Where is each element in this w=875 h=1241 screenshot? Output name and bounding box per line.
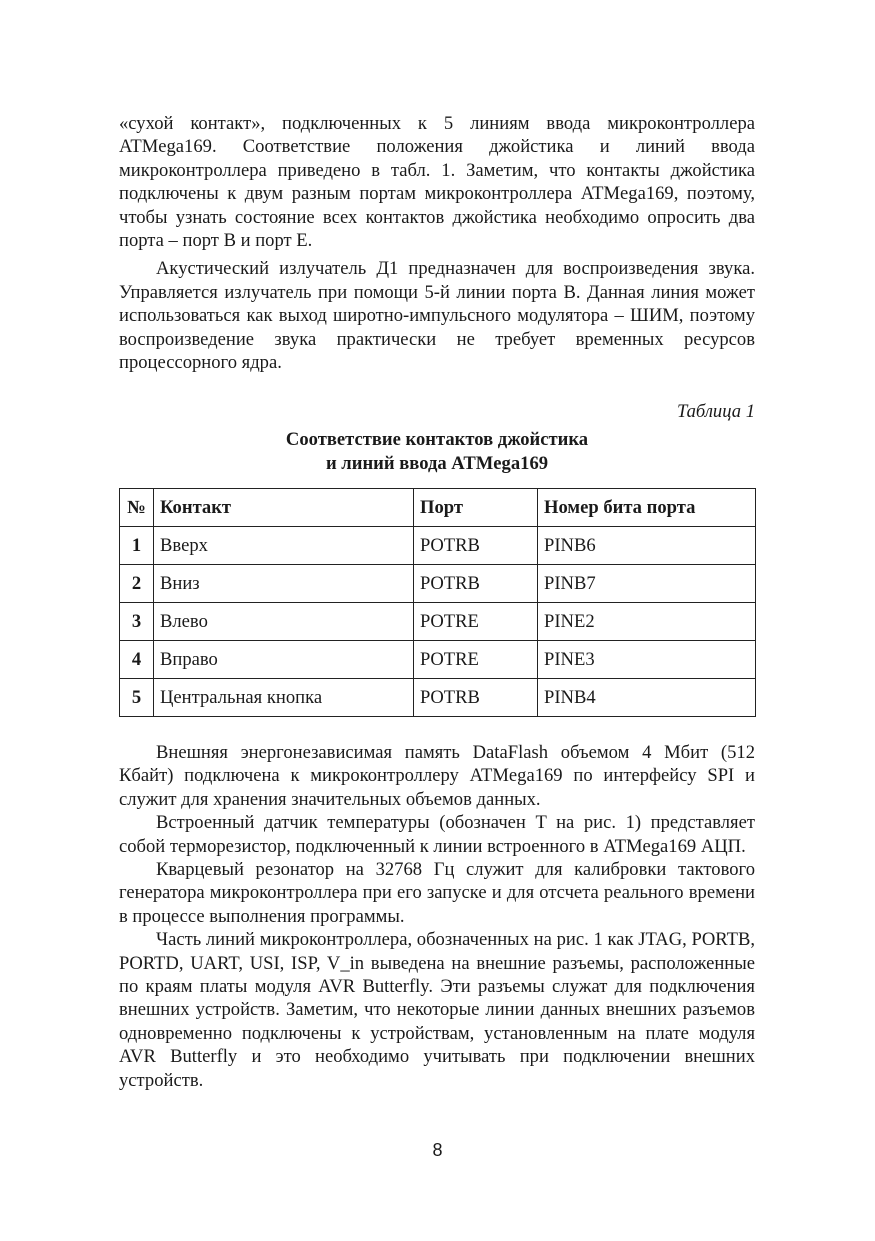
table-title [119, 428, 755, 476]
cell-contact: Центральная кнопка [154, 678, 414, 716]
cell-number: 5 [120, 678, 154, 716]
cell-contact: Вправо [154, 640, 414, 678]
page-number: 8 [432, 1140, 443, 1160]
cell-bit: PINB7 [538, 564, 756, 602]
cell-number: 1 [120, 526, 154, 564]
header-port: Порт [414, 488, 538, 526]
cell-port: POTRB [414, 526, 538, 564]
cell-port: POTRE [414, 640, 538, 678]
cell-port: POTRB [414, 678, 538, 716]
table-title-line-2: и линий ввода ATMega169 [325, 452, 549, 474]
cell-contact: Вниз [154, 564, 414, 602]
cell-contact: Вверх [154, 526, 414, 564]
header-contact: Контакт [154, 488, 414, 526]
cell-bit: PINB6 [538, 526, 756, 564]
table-row [120, 640, 756, 678]
table-row [120, 602, 756, 640]
paragraph-buzzer: Акустический излучатель Д1 предназначен для воспроизведения звука. Управляется излучатель при помощи 5-й линии порта B. Данная линия может использоваться как выход широтно-импульсного модулятора – ШИМ, поэтому воспроизведение звука практически не требует временных ресурсов процессорного ядра. [119, 258, 755, 374]
cell-bit: PINE3 [538, 640, 756, 678]
table-row [120, 526, 756, 564]
cell-port: POTRE [414, 602, 538, 640]
paragraph-connectors: Часть линий микроконтроллера, обозначенных на рис. 1 как JTAG, PORTB, PORTD, UART, USI, ISP, V_in выведена на внешние разъемы, расположенные по краям платы модуля AVR Butterfly. Эти разъемы служат для подключения внешних устройств. Заметим, что некоторые линии данных внешних разъемов одновременно подключены к устройствам, установленным на плате модуля AVR Butterfly и это необходимо учитывать при подключении внешних устройств. [119, 929, 755, 1091]
table-row [120, 564, 756, 602]
paragraph-temperature: Встроенный датчик температуры (обозначен T на рис. 1) представляет собой терморезистор, подключенный к линии встроенного в ATMega169 АЦП. [119, 812, 755, 857]
cell-port: POTRB [414, 564, 538, 602]
table-header-row [120, 488, 756, 526]
paragraph-dataflash: Внешняя энергонезависимая память DataFlash объемом 4 Мбит (512 Кбайт) подключена к микроконтроллеру ATMega169 по интерфейсу SPI и служит для хранения значительных объемов данных. [119, 741, 755, 810]
header-number: № [120, 488, 154, 526]
cell-number: 4 [120, 640, 154, 678]
cell-number: 2 [120, 564, 154, 602]
header-bit: Номер бита порта [538, 488, 756, 526]
paragraph-joystick: «сухой контакт», подключенных к 5 линиям ввода микроконтроллера ATMega169. Соответствие положения джойстика и линий ввода микроконтроллера приведено в табл. 1. Заметим, что контакты джойстика подключены к двум разным портам микроконтроллера ATMega169, поэтому, чтобы узнать состояние всех контактов джойстика необходимо опросить два порта – порт B и порт E. [119, 113, 755, 252]
cell-bit: PINB4 [538, 678, 756, 716]
page-body [119, 112, 755, 1092]
joystick-table [119, 488, 756, 717]
cell-number: 3 [120, 602, 154, 640]
paragraph-crystal: Кварцевый резонатор на 32768 Гц служит для калибровки тактового генератора микроконтроллера при его запуске и для отсчета реального времени в процессе выполнения программы. [119, 858, 755, 927]
table-title-line-1: Соответствие контактов джойстика [285, 428, 589, 450]
cell-contact: Влево [154, 602, 414, 640]
cell-bit: PINE2 [538, 602, 756, 640]
table-row [120, 678, 756, 716]
table-label: Таблица 1 [676, 401, 755, 423]
